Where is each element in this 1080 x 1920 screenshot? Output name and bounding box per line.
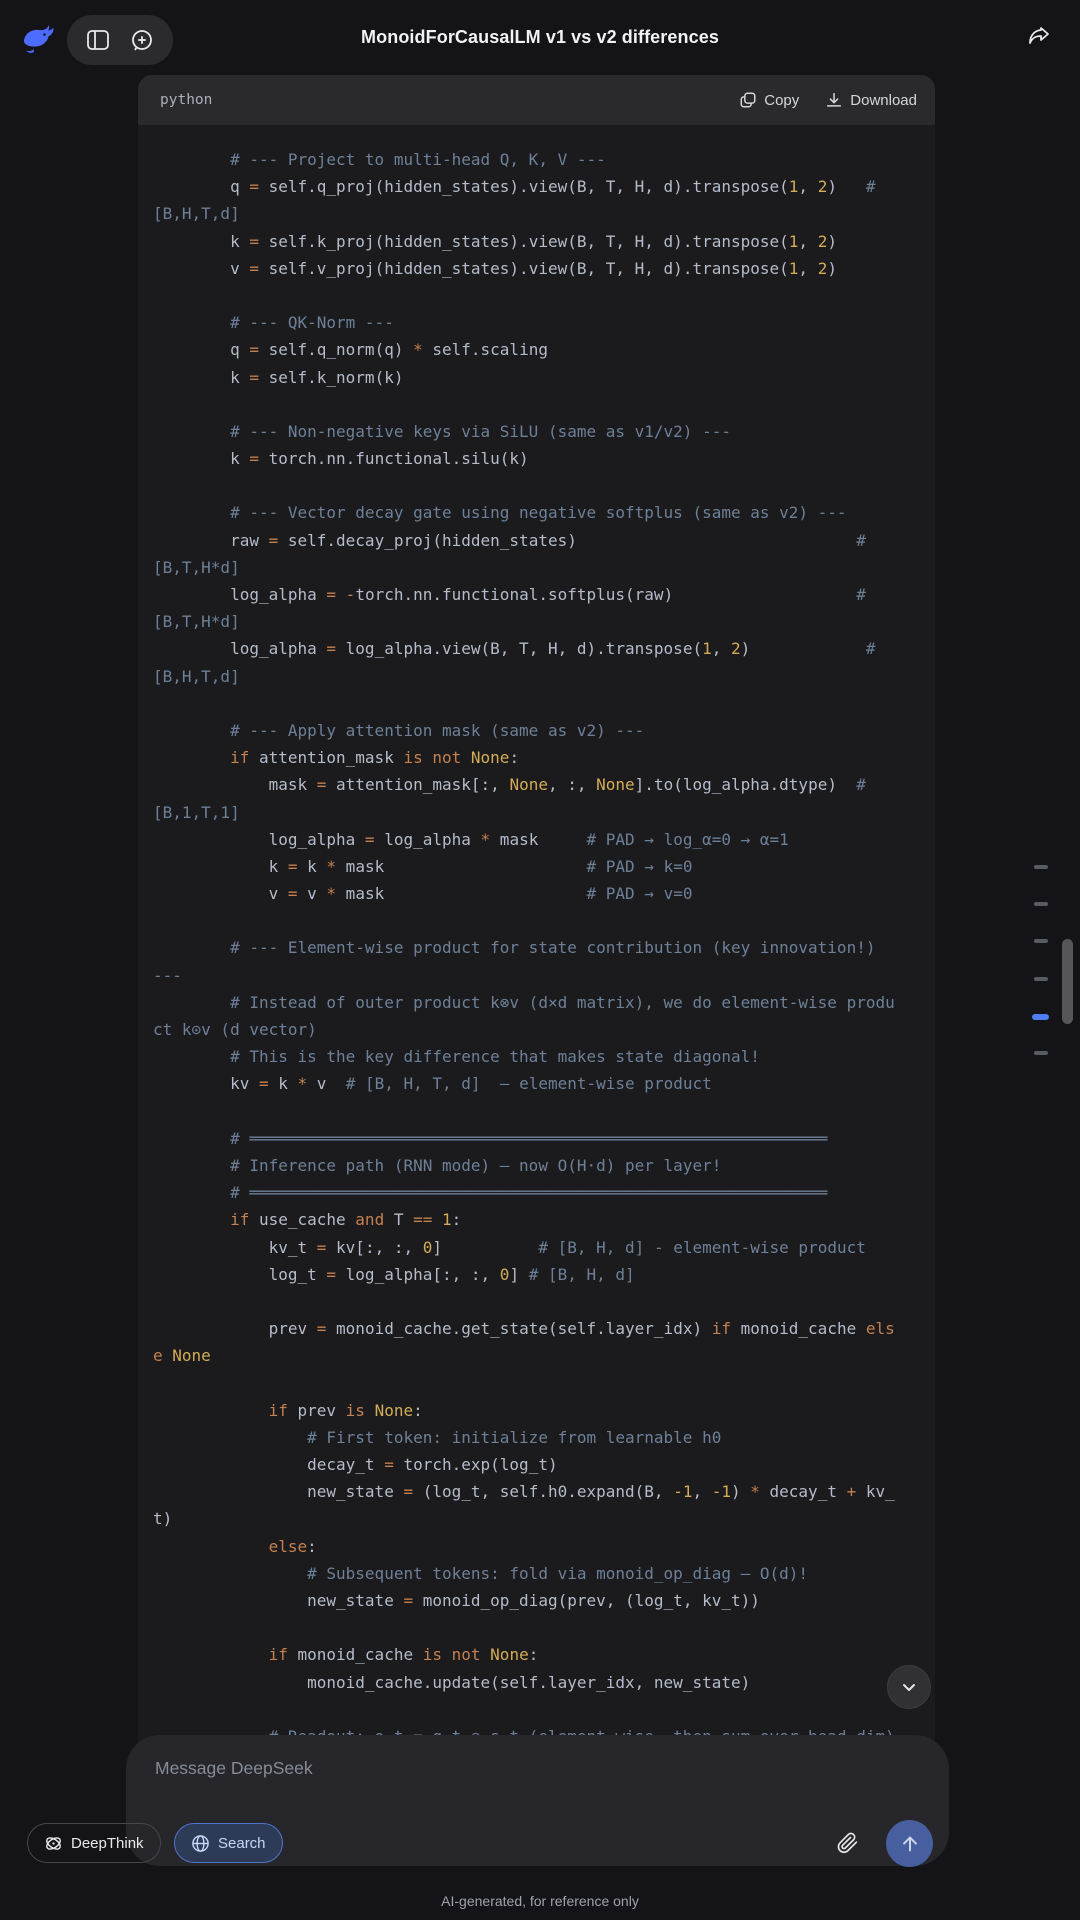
code-line: # --- Project to multi-head Q, K, V --- [153, 150, 606, 169]
code-line: if attention_mask is not None: [230, 748, 520, 768]
code-line [153, 690, 920, 717]
code-line: ct k⊙v (d vector) [153, 1020, 317, 1039]
code-line: # ════════════════════════════════════════════════════════════ [153, 1183, 828, 1203]
code-line: # This is the key difference that makes state diagonal! [153, 1047, 760, 1067]
code-line [153, 907, 920, 934]
code-line: [B,T,H*d] [153, 557, 240, 577]
scroll-to-bottom-button[interactable] [887, 1665, 931, 1709]
minimap-mark [1034, 865, 1048, 869]
send-button[interactable] [886, 1820, 933, 1867]
code-language-label: python [160, 92, 213, 108]
chevron-down-icon [899, 1677, 919, 1697]
code-line: k = self.k_norm(k) [153, 367, 404, 387]
globe-icon [191, 1834, 210, 1853]
code-line: --- [153, 965, 182, 985]
minimap-mark [1034, 1051, 1048, 1055]
code-line: k = k * mask # PAD → k=0 [153, 856, 693, 876]
code-line: q = self.q_norm(q) * self.scaling [153, 340, 548, 360]
code-line: [B,H,T,d] [153, 204, 240, 224]
copy-label: Copy [764, 91, 800, 109]
scrollbar-thumb[interactable] [1062, 939, 1073, 1024]
code-actions [739, 91, 917, 109]
minimap-mark-active [1032, 1014, 1049, 1020]
code-line: # First token: initialize from learnable h0 [153, 1427, 722, 1447]
disclaimer-text: AI-generated, for reference only [441, 1893, 639, 1909]
copy-icon [739, 91, 757, 109]
copy-code-button[interactable] [739, 91, 799, 109]
code-line: # --- Element-wise product for state contribution (key innovation!) [153, 938, 876, 958]
code-line: log_alpha = log_alpha.view(B, T, H, d).transpose(1, 2) # [153, 639, 876, 659]
paperclip-icon [836, 1830, 860, 1856]
download-code-button[interactable] [825, 91, 917, 109]
code-line: e None [153, 1346, 211, 1366]
message-input[interactable] [153, 1750, 917, 1786]
code-line: q = self.q_proj(hidden_states).view(B, T, H, d).transpose(1, 2) # [153, 177, 876, 197]
search-toggle[interactable] [174, 1823, 283, 1863]
code-line: log_alpha = -torch.nn.functional.softplus(raw) # [153, 585, 866, 604]
code-line: prev = monoid_cache.get_state(self.layer_idx) if monoid_cache els [153, 1319, 895, 1339]
share-button[interactable] [1026, 24, 1052, 50]
code-line: # --- QK-Norm --- [153, 313, 394, 333]
code-line: kv_t = kv[:, :, 0] # [B, H, d] - element-wise product [153, 1237, 866, 1257]
minimap-mark [1034, 939, 1048, 943]
minimap-mark [1034, 902, 1048, 906]
minimap-mark [1034, 977, 1048, 981]
deepthink-icon [44, 1834, 63, 1853]
code-card [138, 75, 935, 1800]
deepthink-toggle[interactable] [27, 1823, 161, 1863]
code-line [153, 1696, 920, 1723]
code-line: raw = self.decay_proj(hidden_states) # [153, 530, 866, 550]
code-line: [B,H,T,d] [153, 666, 240, 686]
code-line: [B,1,T,1] [153, 802, 240, 822]
code-line [153, 1369, 920, 1396]
code-line: # --- Apply attention mask (same as v2) --- [153, 720, 645, 740]
code-line: monoid_cache.update(self.layer_idx, new_state) [153, 1672, 751, 1692]
code-line: # --- Vector decay gate using negative softplus (same as v2) --- [153, 503, 847, 523]
page-title: MonoidForCausalLM v1 vs v2 differences [361, 27, 719, 47]
code-line [153, 1098, 920, 1125]
download-icon [825, 91, 843, 109]
code-line: v = self.v_proj(hidden_states).view(B, T, H, d).transpose(1, 2) [153, 258, 837, 278]
code-line: else: [268, 1536, 317, 1556]
code-line [153, 1288, 920, 1315]
code-line: mask = attention_mask[:, None, :, None].to(log_alpha.dtype) # [153, 775, 866, 795]
code-line: # Subsequent tokens: fold via monoid_op_diag — O(d)! [153, 1563, 809, 1583]
download-label: Download [850, 91, 917, 109]
code-content [138, 125, 935, 1800]
code-line: # --- Non-negative keys via SiLU (same as v1/v2) --- [153, 421, 731, 441]
code-line [153, 391, 920, 418]
deepthink-label: DeepThink [71, 1834, 144, 1852]
code-line: new_state = monoid_op_diag(prev, (log_t, kv_t)) [153, 1590, 760, 1610]
code-line [153, 472, 920, 499]
top-bar [0, 0, 1080, 75]
code-line: log_t = log_alpha[:, :, 0] # [B, H, d] [153, 1264, 635, 1284]
code-line: [B,T,H*d] [153, 612, 240, 632]
code-line: v = v * mask # PAD → v=0 [153, 884, 693, 904]
search-label: Search [218, 1834, 266, 1852]
code-line: log_alpha = log_alpha * mask # PAD → log_α=0 → α=1 [153, 829, 789, 849]
code-line: if prev is None: [268, 1400, 423, 1420]
code-line [153, 282, 920, 309]
code-line: if monoid_cache is not None: [268, 1645, 539, 1665]
code-line: # Inference path (RNN mode) — now O(H·d) per layer! [153, 1155, 722, 1175]
code-line: k = torch.nn.functional.silu(k) [153, 449, 529, 469]
attach-file-button[interactable] [836, 1830, 860, 1856]
code-line: if use_cache and T == 1: [230, 1210, 462, 1230]
code-line: k = self.k_proj(hidden_states).view(B, T, H, d).transpose(1, 2) [153, 231, 837, 251]
code-line: kv = k * v # [B, H, T, d] – element-wise product [153, 1074, 712, 1094]
arrow-up-icon [899, 1833, 921, 1855]
code-line: t) [153, 1509, 173, 1529]
code-line [153, 1614, 920, 1641]
code-line: # ════════════════════════════════════════════════════════════ [153, 1128, 828, 1148]
code-line: # Instead of outer product k⊗v (d×d matrix), we do element-wise produ [153, 992, 895, 1012]
code-card-header [138, 75, 935, 125]
code-line: decay_t = torch.exp(log_t) [153, 1455, 558, 1474]
code-line: new_state = (log_t, self.h0.expand(B, -1, -1) * decay_t + kv_ [153, 1482, 895, 1502]
